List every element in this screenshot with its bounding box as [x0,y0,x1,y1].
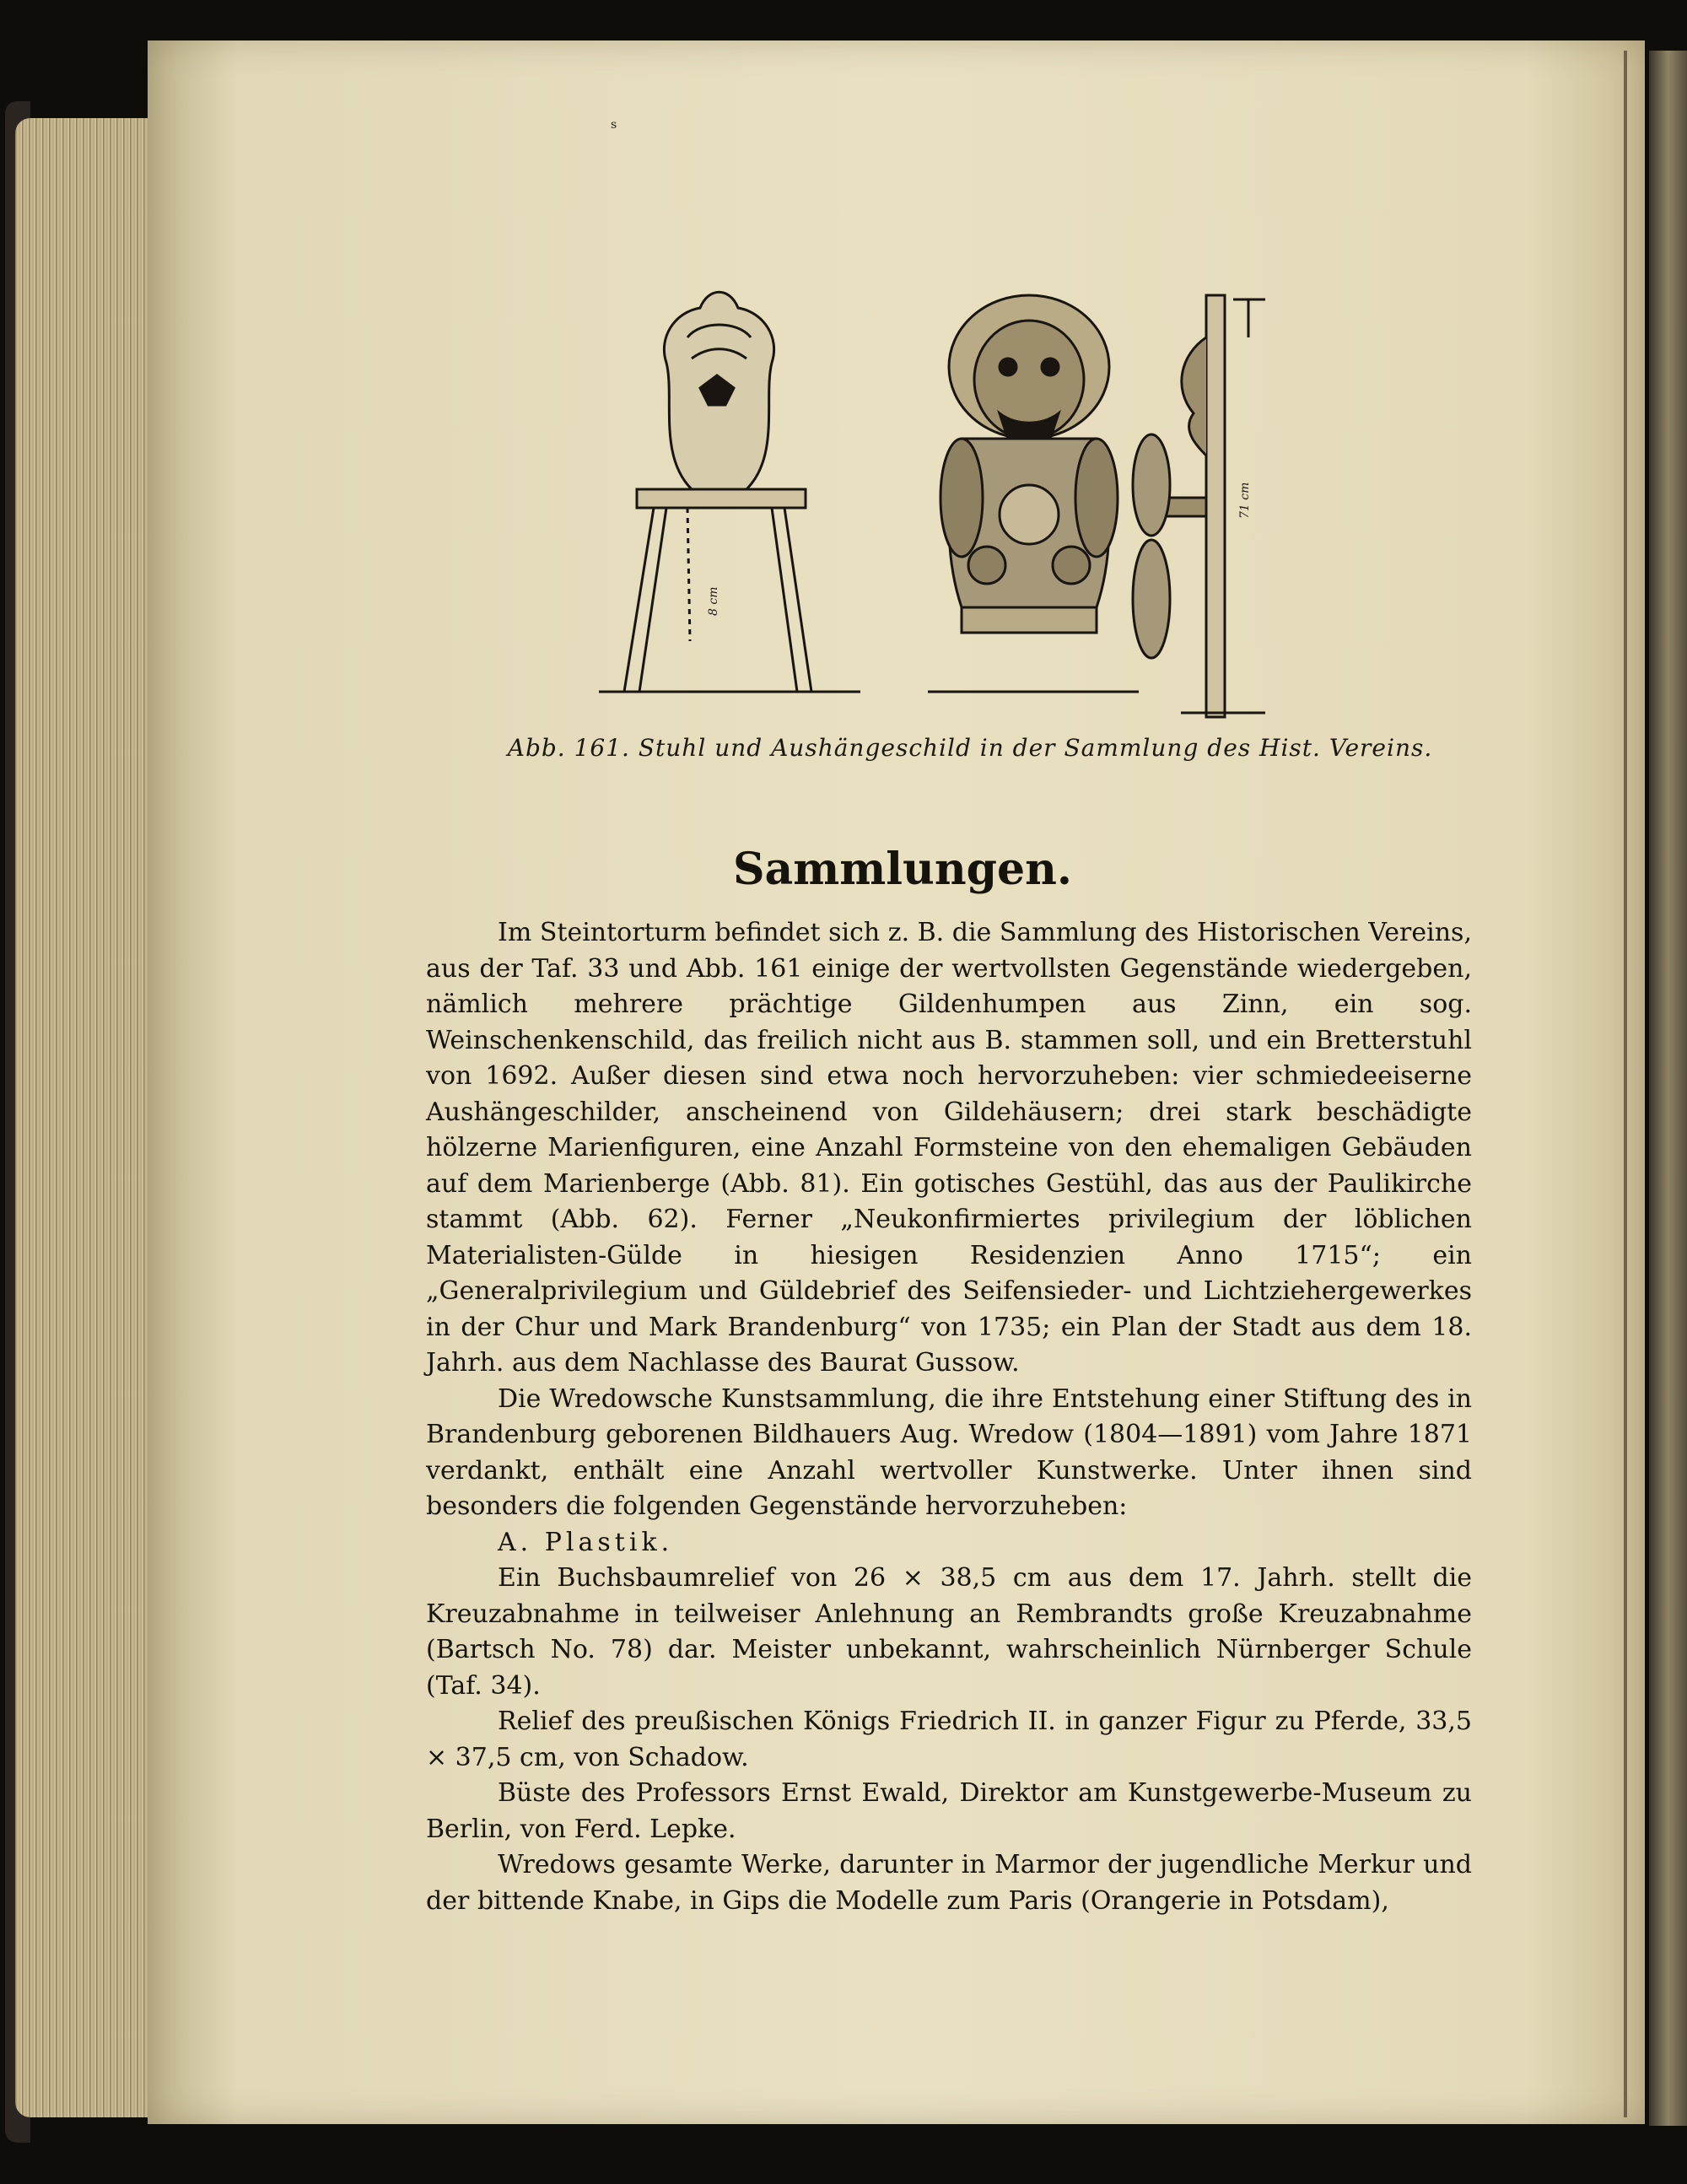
sign-height-label: 71 cm [1238,482,1252,519]
paragraph: Die Wredowsche Kunstsammlung, die ihre Entstehung einer Stiftung des in Brandenburg geborenen Bildhauers Aug. Wredow (1804—1891) vom Jahre 1871 verdankt, enthält eine Anzahl wertvoller Kunstwerke. Unter ihnen sind besonders die folgenden Gegenstände hervorzuheben: [426,1383,1472,1521]
paragraph: Relief des preußischen Königs Friedrich II. in ganzer Figur zu Pferde, 33,5 × 37,5 cm, von Schadow. [426,1707,1472,1772]
page-gutter [1624,51,1627,2117]
sign-illustration [928,295,1139,692]
figure-illustration [590,287,1350,725]
chair-height-label: 8 cm [707,586,720,616]
subheading-plastik: A. Plastik. [498,1527,674,1557]
paragraph: Büste des Professors Ernst Ewald, Direktor am Kunstgewerbe-Museum zu Berlin, von Ferd. Lepke. [426,1778,1472,1844]
figure-caption: Abb. 161. Stuhl und Aushängeschild in der Sammlung des Hist. Vereins. [507,734,1433,762]
paragraph: Ein Buchsbaumrelief von 26 × 38,5 cm aus dem 17. Jahrh. stellt die Kreuzabnahme in teilweiser Anlehnung an Rembrandts große Kreuzabnahme (Bartsch No. 78) dar. Meister unbekannt, wahrscheinlich Nürnberger Schule (Taf. 34). [426,1563,1472,1701]
page-stack-edge [15,118,150,2117]
paragraph: Wredows gesamte Werke, darunter in Marmor der jugendliche Merkur und der bittende Knabe, in Gips die Modelle zum Paris (Orangerie in Potsdam), [426,1850,1472,1916]
facing-page-edge [1649,51,1687,2126]
chair-illustration [599,292,860,692]
page-mark: s [611,118,617,132]
section-title: Sammlungen. [732,844,1072,895]
body-text [426,915,1472,1919]
paragraph: Im Steintorturm befindet sich z. B. die Sammlung des Historischen Vereins, aus der Taf. 33 und Abb. 161 einige der wertvollsten Gegenstände wiedergeben, nämlich mehrere prächtige Gildenhumpen aus Zinn, ein sog. Weinschenkenschild, das freilich nicht aus B. stammen soll, und ein Bretterstuhl von 1692. Außer diesen sind etwa noch hervorzuheben: vier schmiedeeiserne Aushängeschilder, anscheinend von Gildehäusern; drei stark beschädigte hölzerne Marienfiguren, eine Anzahl Formsteine von den ehemaligen Gebäuden auf dem Marienberge (Abb. 81). Ein gotisches Gestühl, das aus der Paulikirche stammt (Abb. 62). Ferner „Neukonfirmiertes privilegium der löblichen Materialisten-Gülde in hiesigen Residenzien Anno 1715“; ein „Generalprivilegium und Güldebrief des Seifensieder- und Lichtziehergewerkes in der Chur und Mark Brandenburg“ von 1735; ein Plan der Stadt aus dem 18. Jahrh. aus dem Nachlasse des Baurat Gussow. [426,918,1472,1378]
figure-161 [590,287,1350,725]
